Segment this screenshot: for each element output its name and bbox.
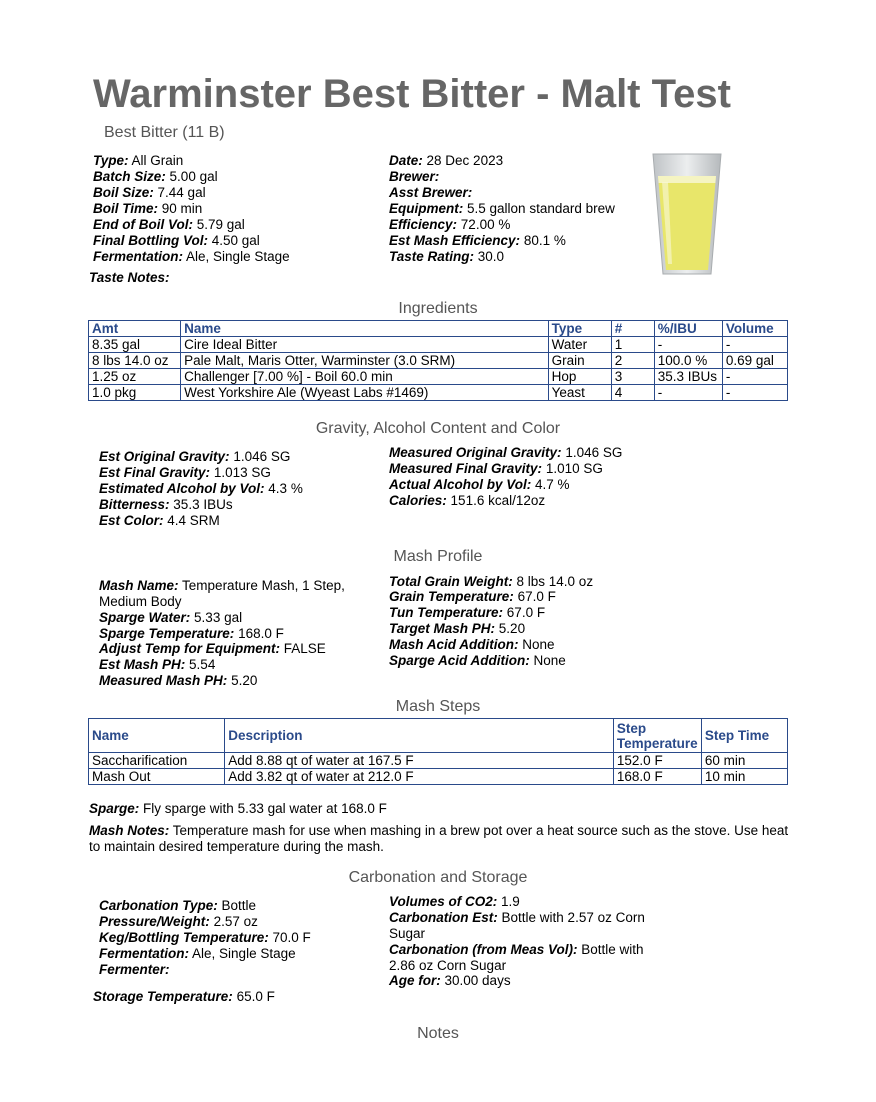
- table-header-row: [89, 719, 788, 753]
- table-row: 8.35 gal Cire Ideal Bitter Water 1 - -: [89, 337, 788, 353]
- carbonation-est: Carbonation Est: Bottle with 2.57 oz Corn Sugar: [389, 910, 645, 941]
- col-volume: Volume: [722, 321, 787, 337]
- sparge-acid-addition: Sparge Acid Addition: None: [389, 653, 566, 668]
- col-ibu: %/IBU: [654, 321, 722, 337]
- est-og: Est Original Gravity: 1.046 SG: [99, 449, 291, 464]
- info-boil-size: Boil Size: 7.44 gal: [93, 185, 206, 200]
- carbonation-type: Carbonation Type: Bottle: [99, 898, 257, 913]
- info-equipment: Equipment: 5.5 gallon standard brew: [389, 201, 615, 216]
- info-type: Type: All Grain: [93, 153, 184, 168]
- col-type: Type: [548, 321, 611, 337]
- est-abv: Estimated Alcohol by Vol: 4.3 %: [99, 481, 303, 496]
- info-brewer: Brewer:: [389, 169, 440, 184]
- mash-notes: Mash Notes: Temperature mash for use when mashing in a brew pot over a heat source such as the stove. Use heat to maintain desired temperature during the mash.: [89, 823, 789, 854]
- table-row: 8 lbs 14.0 oz Pale Malt, Maris Otter, Warminster (3.0 SRM) Grain 2 100.0 % 0.69 gal: [89, 353, 788, 369]
- beer-glass-icon: [650, 152, 724, 276]
- info-fermentation: Fermentation: Ale, Single Stage: [93, 249, 290, 264]
- info-asst-brewer: Asst Brewer:: [389, 185, 473, 200]
- est-color: Est Color: 4.4 SRM: [99, 513, 220, 528]
- info-efficiency: Efficiency: 72.00 %: [389, 217, 511, 232]
- measured-mash-ph: Measured Mash PH: 5.20: [99, 673, 258, 688]
- actual-abv: Actual Alcohol by Vol: 4.7 %: [389, 477, 570, 492]
- carb-fermentation: Fermentation: Ale, Single Stage: [99, 946, 296, 961]
- section-mash-steps: Mash Steps: [395, 698, 481, 715]
- col-name: Name: [181, 321, 549, 337]
- table-row: Saccharification Add 8.88 qt of water at 167.5 F 152.0 F 60 min: [89, 753, 788, 769]
- col-step-name: Name: [89, 719, 225, 753]
- measured-fg: Measured Final Gravity: 1.010 SG: [389, 461, 603, 476]
- info-end-boil-vol: End of Boil Vol: 5.79 gal: [93, 217, 245, 232]
- storage-temperature: Storage Temperature: 65.0 F: [93, 989, 275, 1004]
- info-est-mash-efficiency: Est Mash Efficiency: 80.1 %: [389, 233, 566, 248]
- col-amt: Amt: [89, 321, 181, 337]
- est-fg: Est Final Gravity: 1.013 SG: [99, 465, 271, 480]
- tun-temperature: Tun Temperature: 67.0 F: [389, 605, 546, 620]
- age-for: Age for: 30.00 days: [389, 973, 511, 988]
- recipe-style: Best Bitter (11 B): [104, 124, 225, 141]
- taste-notes: Taste Notes:: [89, 270, 170, 285]
- section-notes: Notes: [417, 1025, 459, 1042]
- col-step-temperature: Step Temperature: [613, 719, 701, 753]
- carbonation-meas: Carbonation (from Meas Vol): Bottle with 2.86 oz Corn Sugar: [389, 942, 644, 973]
- table-row: Mash Out Add 3.82 qt of water at 212.0 F 168.0 F 10 min: [89, 769, 788, 785]
- mash-acid-addition: Mash Acid Addition: None: [389, 637, 555, 652]
- section-mash-profile: Mash Profile: [393, 548, 483, 565]
- info-date: Date: 28 Dec 2023: [389, 153, 504, 168]
- pressure-weight: Pressure/Weight: 2.57 oz: [99, 914, 258, 929]
- bitterness: Bitterness: 35.3 IBUs: [99, 497, 233, 512]
- sparge-temperature: Sparge Temperature: 168.0 F: [99, 626, 284, 641]
- measured-og: Measured Original Gravity: 1.046 SG: [389, 445, 623, 460]
- fermenter: Fermenter:: [99, 962, 170, 977]
- table-row: 1.25 oz Challenger [7.00 %] - Boil 60.0 min Hop 3 35.3 IBUs -: [89, 369, 788, 385]
- section-ingredients: Ingredients: [398, 300, 478, 317]
- sparge-note: Sparge: Fly sparge with 5.33 gal water at 168.0 F: [89, 801, 387, 816]
- mash-name: Mash Name: Temperature Mash, 1 Step, Medium Body: [99, 578, 345, 609]
- calories: Calories: 151.6 kcal/12oz: [389, 493, 546, 508]
- sparge-water: Sparge Water: 5.33 gal: [99, 610, 243, 625]
- section-carbonation: Carbonation and Storage: [348, 869, 528, 886]
- table-header-row: [89, 321, 788, 337]
- table-row: 1.0 pkg West Yorkshire Ale (Wyeast Labs #1469) Yeast 4 - -: [89, 385, 788, 401]
- total-grain-weight: Total Grain Weight: 8 lbs 14.0 oz: [389, 574, 594, 589]
- grain-temperature: Grain Temperature: 67.0 F: [389, 589, 556, 604]
- volumes-co2: Volumes of CO2: 1.9: [389, 894, 520, 909]
- info-taste-rating: Taste Rating: 30.0: [389, 249, 505, 264]
- col-number: #: [611, 321, 654, 337]
- target-mash-ph: Target Mash PH: 5.20: [389, 621, 526, 636]
- info-batch-size: Batch Size: 5.00 gal: [93, 169, 218, 184]
- recipe-title: Warminster Best Bitter - Malt Test: [93, 72, 731, 116]
- col-step-time: Step Time: [701, 719, 787, 753]
- section-gravity: Gravity, Alcohol Content and Color: [315, 420, 561, 437]
- col-description: Description: [225, 719, 614, 753]
- info-final-bottling-vol: Final Bottling Vol: 4.50 gal: [93, 233, 260, 248]
- mash-steps-table: [88, 718, 788, 785]
- ingredients-table: [88, 320, 788, 401]
- keg-bottling-temperature: Keg/Bottling Temperature: 70.0 F: [99, 930, 311, 945]
- est-mash-ph: Est Mash PH: 5.54: [99, 657, 216, 672]
- info-boil-time: Boil Time: 90 min: [93, 201, 203, 216]
- adjust-temp: Adjust Temp for Equipment: FALSE: [99, 641, 326, 656]
